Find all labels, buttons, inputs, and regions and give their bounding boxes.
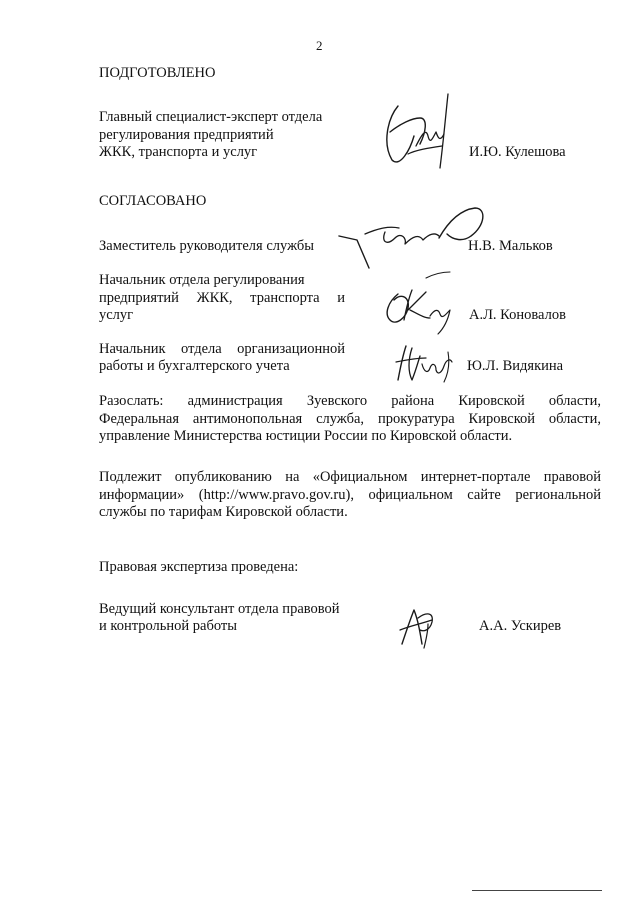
- signer-name: Н.В. Мальков: [468, 238, 553, 254]
- footer-rule: [472, 890, 602, 891]
- distribution-line: управление Министерства юстиции России по Кировской области.: [99, 428, 513, 444]
- position-line: работы и бухгалтерского учета: [99, 358, 290, 374]
- position-line: предприятий ЖКК, транспорта и: [99, 290, 345, 306]
- distribution-line: Федеральная антимонопольная служба, прокуратура Кировской области,: [99, 411, 601, 427]
- position-line: Ведущий консультант отдела правовой: [99, 601, 340, 617]
- prepared-heading: ПОДГОТОВЛЕНО: [99, 65, 216, 81]
- position-line: Начальник отдела регулирования: [99, 272, 305, 288]
- page-number: 2: [316, 38, 323, 53]
- signature-uskirev: [392, 604, 442, 650]
- signer-name: Ю.Л. Видякина: [467, 358, 564, 374]
- agreed-heading: СОГЛАСОВАНО: [99, 193, 207, 209]
- prepared-name: И.Ю. Кулешова: [469, 144, 566, 160]
- position-line: регулирования предприятий: [99, 127, 274, 143]
- publication-line: Подлежит опубликованию на «Официальном интернет-портале правовой: [99, 469, 601, 485]
- publication-line: службы по тарифам Кировской области.: [99, 504, 348, 520]
- signature-kuleshova: [370, 88, 460, 178]
- signature-vidyakina: [392, 340, 462, 386]
- position-line: Главный специалист-эксперт отдела: [99, 109, 323, 125]
- position-line: Заместитель руководителя службы: [99, 238, 315, 254]
- legal-review-statement: Правовая экспертиза проведена:: [99, 559, 299, 575]
- position-line: Начальник отдела организационной: [99, 341, 345, 357]
- position-line: услуг: [99, 307, 134, 323]
- publication-line: информации» (http://www.pravo.gov.ru), официальном сайте региональной: [99, 487, 601, 503]
- position-line: ЖКК, транспорта и услуг: [99, 144, 258, 160]
- position-line: и контрольной работы: [99, 618, 237, 634]
- signer-name: А.Л. Коновалов: [469, 307, 566, 323]
- distribution-line: Разослать: администрация Зуевского района Кировской области,: [99, 393, 601, 409]
- legal-review-name: А.А. Ускирев: [479, 618, 562, 634]
- signature-konovalov: [378, 270, 468, 340]
